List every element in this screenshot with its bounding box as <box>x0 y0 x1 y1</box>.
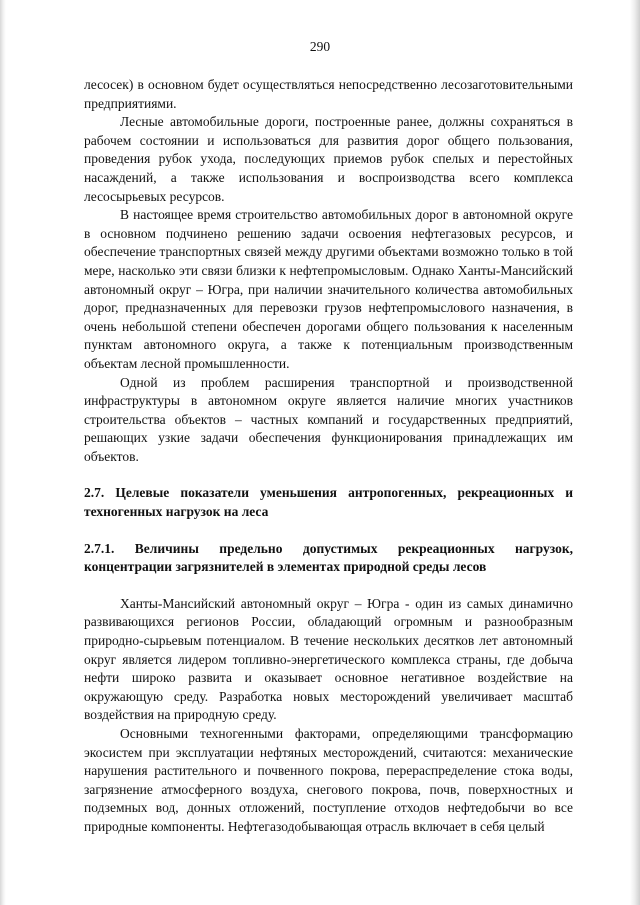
subsection-heading-2-7-1: 2.7.1. Величины предельно допустимых рекреационных нагрузок, концентрации загрязнителей в элементах природной среды лесов <box>84 540 573 575</box>
paragraph-technogenic-factors: Основными техногенными факторами, определяющими трансформацию экосистем при эксплуатации нефтяных месторождений, считаются: механические нарушения растительного и почвенного покрова, перераспределение стока воды, загрязнение атмосферного воздуха, снегового покрова, почв, поверхностных и подземных вод, донных отложений, поступление отходов нефтедобычи во все природные компоненты. Нефтегазодобывающая отрасль включает в себя целый <box>84 726 573 834</box>
page-number: 290 <box>309 39 331 54</box>
paragraph-forest-roads: Лесные автомобильные дороги, построенные ранее, должны сохраняться в рабочем состоянии и использоваться для развития дорог общего пользования, проведения рубок ухода, последующих приемов рубок спелых и перестойных насаждений, а также использования и воспроизводства всего комплекса лесосырьевых ресурсов. <box>84 114 573 204</box>
section-spacer <box>84 522 573 540</box>
scan-edge-left <box>0 0 6 905</box>
section-spacer <box>84 466 573 484</box>
scan-edge-right <box>630 0 640 905</box>
paragraph-continuation: лесосек) в основном будет осуществляться непосредственно лесозаготовительными предприятиями. <box>84 77 573 111</box>
section-spacer <box>84 577 573 595</box>
document-body <box>84 76 573 837</box>
paragraph-region-overview: Ханты-Мансийский автономный округ – Югра - один из самых динамично развивающихся регионов России, обладающий огромным и разнообразным природно-сырьевым потенциалом. В течение нескольких десятков лет автономный округ является лидером топливно-энергетического комплекса страны, где добыча нефти широко развита и оказывает основное негативное воздействие на окружающую среду. Разработка новых месторождений увеличивает масштаб воздействия на природную среду. <box>84 595 573 723</box>
paragraph-road-construction: В настоящее время строительство автомобильных дорог в автономной округе в основном подчинено решению задачи освоения нефтегазовых ресурсов, и обеспечение транспортных связей между другими объектами возможно только в той мере, насколько эти связи близки к нефтепромысловым. Однако Ханты-Мансийский автономный округ – Югра, при наличии значительного количества автомобильных дорог, предназначенных для перевозки грузов нефтепромыслового назначения, в очень небольшой степени обеспечен дорогами общего пользования к населенным пунктам автономного округа, а также к потенциальным производственным объектам лесной промышленности. <box>84 207 573 371</box>
paragraph-infrastructure-problem: Одной из проблем расширения транспортной и производственной инфраструктуры в автономном округе является наличие многих участников строительства объектов – частных компаний и государственных предприятий, решающих узкие задачи обеспечения функционирования принадлежащих им объектов. <box>84 374 573 464</box>
section-heading-2-7: 2.7. Целевые показатели уменьшения антропогенных, рекреационных и техногенных нагрузок на леса <box>84 485 573 520</box>
